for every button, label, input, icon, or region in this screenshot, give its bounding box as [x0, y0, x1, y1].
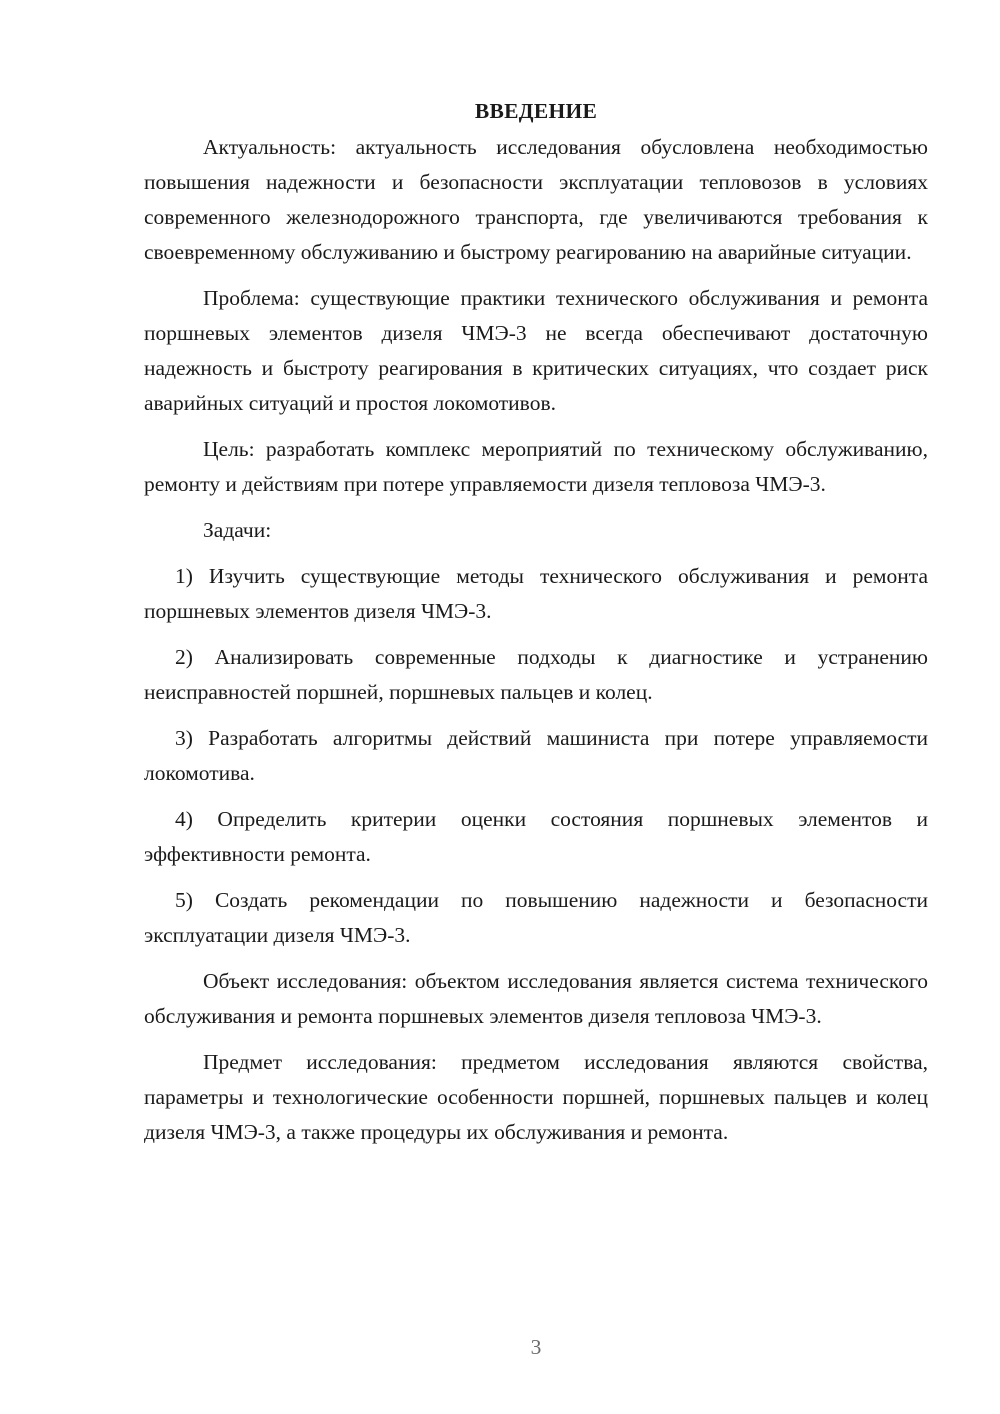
task-item-1: 1) Изучить существующие методы технического обслуживания и ремонта поршневых элементов дизеля ЧМЭ-3. — [144, 564, 928, 623]
paragraph-relevance: Актуальность: актуальность исследования обусловлена необходимостью повышения надежности и безопасности эксплуатации тепловозов в условиях современного железнодорожного транспорта, где увеличиваются требования к своевременному обслуживанию и быстрому реагированию на аварийные ситуации. — [144, 135, 928, 264]
paragraph-problem: Проблема: существующие практики технического обслуживания и ремонта поршневых элементов дизеля ЧМЭ-3 не всегда обеспечивают достаточную надежность и быстроту реагирования в критических ситуациях, что создает риск аварийных ситуаций и простоя локомотивов. — [144, 286, 928, 415]
paragraph-object: Объект исследования: объектом исследования является система технического обслуживания и ремонта поршневых элементов дизеля тепловоза ЧМЭ-3. — [144, 969, 928, 1028]
paragraph-subject: Предмет исследования: предметом исследования являются свойства, параметры и технологические особенности поршней, поршневых пальцев и колец дизеля ЧМЭ-3, а также процедуры их обслуживания и ремонта. — [144, 1050, 928, 1144]
task-item-2: 2) Анализировать современные подходы к диагностике и устранению неисправностей поршней, поршневых пальцев и колец. — [144, 645, 928, 704]
task-item-3: 3) Разработать алгоритмы действий машиниста при потере управляемости локомотива. — [144, 726, 928, 785]
task-item-4: 4) Определить критерии оценки состояния поршневых элементов и эффективности ремонта. — [144, 807, 928, 866]
task-item-5: 5) Создать рекомендации по повышению надежности и безопасности эксплуатации дизеля ЧМЭ-3. — [144, 888, 928, 947]
tasks-heading: Задачи: — [203, 518, 272, 542]
document-page — [144, 96, 928, 1161]
section-title: ВВЕДЕНИЕ — [474, 99, 598, 123]
paragraph-goal: Цель: разработать комплекс мероприятий по техническому обслуживанию, ремонту и действиям при потере управляемости дизеля тепловоза ЧМЭ-3. — [144, 437, 928, 496]
page-number: 3 — [530, 1335, 542, 1359]
